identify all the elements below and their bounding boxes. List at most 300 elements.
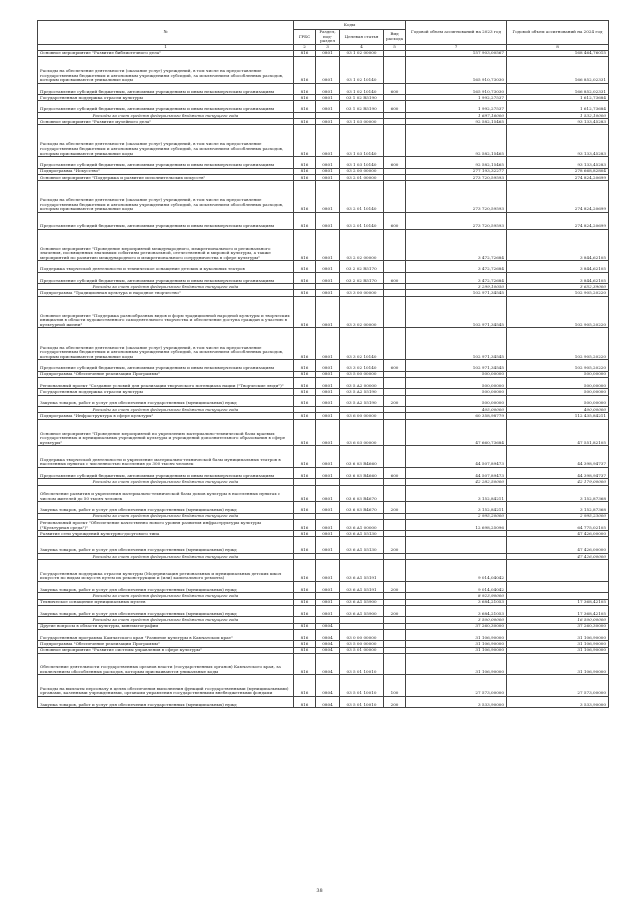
row-amount-2023: 500,00000 (406, 389, 507, 395)
row-vr: 200 (384, 537, 406, 554)
row-cs: 03 5 00 00000 (340, 641, 384, 647)
row-grbs: 816 (294, 389, 316, 395)
header-grbs: ГРБС (294, 30, 316, 45)
row-name: Расходы за счет средств федерального бюджета текущего года (38, 553, 294, 559)
row-cs: 03 1 03 10140 (340, 157, 384, 168)
row-amount-2024: 102 905,20220 (507, 328, 609, 360)
row-amount-2024: 31 106,90000 (507, 653, 609, 675)
row-razdel: 0801 (316, 229, 340, 261)
row-vr (384, 181, 406, 213)
row-name: Расходы за счет средств федерального бюджета текущего года (38, 284, 294, 290)
header-plan-2024: Годовой объем ассигнований на 2024 год (507, 21, 609, 45)
row-cs: 03 6 03 R4670 (340, 502, 384, 513)
row-name: Развитие сети учреждений культурно-досугового типа (38, 531, 294, 537)
row-amount-2023: 31 106,90000 (406, 629, 507, 640)
row-vr: 600 (384, 157, 406, 168)
row-cs: 03 6 03 R4660 (340, 446, 384, 468)
row-razdel: 0801 (316, 502, 340, 513)
row-amount-2023: 92 582,15465 (406, 119, 507, 125)
row-cs: 03 2 01 10140 (340, 181, 384, 213)
row-name: Закупка товаров, работ и услуг для обеспечения государственных (муниципальных) нужд (38, 502, 294, 513)
row-vr: 200 (384, 605, 406, 616)
row-grbs: 816 (294, 697, 316, 708)
row-razdel: 0801 (316, 537, 340, 554)
table-row (38, 377, 609, 388)
row-name: Расходы за счет средств федерального бюджета текущего года (38, 112, 294, 118)
row-grbs: 816 (294, 467, 316, 478)
table-row (38, 125, 609, 157)
row-amount-2023: 2 995,20000 (406, 513, 507, 519)
row-amount-2023: 102 971,34545 (406, 328, 507, 360)
row-amount-2023: 1 697,16000 (406, 112, 507, 118)
row-amount-2023: 3 472,72684 (406, 229, 507, 261)
row-amount-2024: 274 824,20699 (507, 181, 609, 213)
row-grbs: 816 (294, 83, 316, 94)
row-razdel: 0801 (316, 290, 340, 296)
row-vr (384, 377, 406, 388)
table-row (38, 101, 609, 112)
row-cs: 03 6 03 00000 (340, 419, 384, 446)
row-amount-2023: 3 533,90000 (406, 697, 507, 708)
row-vr (384, 328, 406, 360)
row-name: Обеспечение деятельности государственных органов власти (государственных органов) Камчатского края, за исключением обособленных расходов, которым присваиваются уникальные коды (38, 653, 294, 675)
row-name: Закупка товаров, работ и услуг для обеспечения государственных (муниципальных) нужд (38, 697, 294, 708)
table-row (38, 560, 609, 582)
row-grbs: 816 (294, 502, 316, 513)
row-amount-2023: 3 299,10050 (406, 284, 507, 290)
row-razdel: 0801 (316, 377, 340, 388)
row-cs: 03 6 03 R4660 (340, 467, 384, 478)
row-vr: 600 (384, 360, 406, 371)
row-amount-2023: 44 507,89473 (406, 446, 507, 468)
table-body (38, 50, 609, 708)
row-cs: 03 3 02 10140 (340, 328, 384, 360)
row-amount-2024: 3 152,87368 (507, 485, 609, 502)
table-row (38, 537, 609, 554)
row-cs: 03 5 00 00000 (340, 371, 384, 377)
row-cs: 03 5 01 10010 (340, 675, 384, 697)
row-amount-2023: 27 573,00000 (406, 675, 507, 697)
table-row (38, 605, 609, 616)
row-amount-2024: 44 398,94737 (507, 446, 609, 468)
table-row (38, 296, 609, 328)
row-amount-2024: 3 652,39000 (507, 284, 609, 290)
row-vr: 600 (384, 213, 406, 230)
row-cs: 03 6 A1 55191 (340, 581, 384, 592)
row-name: Основное мероприятие "Развитие музейного дела" (38, 119, 294, 125)
row-razdel: 0804 (316, 675, 340, 697)
row-amount-2023: 37 260,30000 (406, 623, 507, 629)
table-row (38, 697, 609, 708)
row-name: Закупка товаров, работ и услуг для обеспечения государственных (муниципальных) нужд (38, 537, 294, 554)
row-amount-2024: 16 500,00000 (507, 617, 609, 623)
row-razdel: 0801 (316, 413, 340, 419)
row-cs: 03 3 02 00000 (340, 296, 384, 328)
row-amount-2024: 3 844,62105 (507, 272, 609, 283)
row-cs: 03 5 A2 00000 (340, 377, 384, 388)
row-cs: 03 6 A1 55130 (340, 531, 384, 537)
row-amount-2024: 1 612,73684 (507, 95, 609, 101)
row-amount-2023 (406, 537, 507, 554)
row-amount-2023: 500,00000 (406, 395, 507, 406)
row-razdel: 0801 (316, 599, 340, 605)
col-number: 2 (294, 44, 316, 50)
row-grbs: 816 (294, 213, 316, 230)
row-amount-2024: 93 133,45283 (507, 157, 609, 168)
row-vr (384, 419, 406, 446)
table-row (38, 467, 609, 478)
row-razdel: 0801 (316, 174, 340, 180)
row-amount-2024: 31 106,90000 (507, 647, 609, 653)
table-row (38, 157, 609, 168)
row-amount-2024: 17 368,42105 (507, 605, 609, 616)
row-cs: 03 1 02 10140 (340, 57, 384, 84)
row-name: Предоставление субсидий бюджетным, автономным учреждениям и иным некоммерческим организациям (38, 83, 294, 94)
row-name: Закупка товаров, работ и услуг для обеспечения государственных (муниципальных) нужд (38, 395, 294, 406)
row-amount-2023: 3 684,21053 (406, 599, 507, 605)
row-vr: 600 (384, 83, 406, 94)
row-razdel: 0801 (316, 272, 340, 283)
table-row (38, 328, 609, 360)
row-amount-2023: 165 910,73030 (406, 57, 507, 84)
row-name: Региональный проект "Обеспечение качественно нового уровня развития инфраструктуры культуры ("Культурная среда")" (38, 519, 294, 530)
row-name: Государственная поддержка отрасли культуры (38, 389, 294, 395)
row-cs: 03 6 A1 00000 (340, 519, 384, 530)
row-vr (384, 57, 406, 84)
row-grbs: 816 (294, 647, 316, 653)
row-amount-2023: 31 106,90000 (406, 641, 507, 647)
row-razdel: 0804 (316, 623, 340, 629)
row-grbs: 816 (294, 419, 316, 446)
row-cs: 03 1 02 10140 (340, 83, 384, 94)
row-razdel: 0804 (316, 653, 340, 675)
row-amount-2023: 47 660,73684 (406, 419, 507, 446)
row-vr: 200 (384, 395, 406, 406)
row-amount-2024: 93 133,45283 (507, 119, 609, 125)
row-amount-2023: 273 720,59593 (406, 174, 507, 180)
row-grbs: 816 (294, 599, 316, 605)
budget-table (37, 20, 609, 708)
row-razdel: 0801 (316, 560, 340, 582)
row-vr (384, 125, 406, 157)
row-razdel: 0804 (316, 697, 340, 708)
row-vr: 100 (384, 675, 406, 697)
row-amount-2024: 47 426,00000 (507, 537, 609, 554)
row-grbs: 816 (294, 57, 316, 84)
row-amount-2023: 1 992,27537 (406, 101, 507, 112)
row-cs: 03 6 03 R4670 (340, 485, 384, 502)
row-razdel: 0801 (316, 519, 340, 530)
row-cs: 03 1 02 R5190 (340, 101, 384, 112)
row-razdel: 0801 (316, 360, 340, 371)
row-amount-2024: 1 532,10000 (507, 112, 609, 118)
row-cs: 03 1 03 10140 (340, 125, 384, 157)
row-amount-2024: 3 844,62105 (507, 261, 609, 272)
row-razdel: 0801 (316, 125, 340, 157)
row-grbs: 816 (294, 641, 316, 647)
row-cs: 03 3 02 10140 (340, 360, 384, 371)
row-grbs: 816 (294, 531, 316, 537)
row-name: Закупка товаров, работ и услуг для обеспечения государственных (муниципальных) нужд (38, 581, 294, 592)
row-grbs: 816 (294, 395, 316, 406)
row-razdel: 0801 (316, 95, 340, 101)
row-amount-2023: 3 472,72684 (406, 272, 507, 283)
row-amount-2024: 102 905,20220 (507, 290, 609, 296)
row-name: Расходы за счет средств федерального бюджета текущего года (38, 513, 294, 519)
row-razdel: 0801 (316, 395, 340, 406)
row-name: Обеспечение развития и укрепления материально-технической базы домов культуры в населенных пунктах с числом жителей до 50 тысяч человек (38, 485, 294, 502)
table-row (38, 229, 609, 261)
row-amount-2024: 166 852,02331 (507, 83, 609, 94)
row-name: Основное мероприятие "Развитие библиотечного дела" (38, 50, 294, 56)
row-vr (384, 519, 406, 530)
row-vr (384, 229, 406, 261)
row-amount-2024 (507, 581, 609, 592)
row-amount-2024: 31 106,90000 (507, 629, 609, 640)
row-razdel: 0801 (316, 485, 340, 502)
row-amount-2024 (507, 560, 609, 582)
header-codes-group: Коды (294, 21, 406, 30)
row-name: Расходы на обеспечение деятельности (оказание услуг) учреждений, в том числе на предоставление государственным бюджетным и автономным учреждениям субсидий, за исключением обособленных расходов, которым присваиваются уникальные коды (38, 328, 294, 360)
header-vr: Вид расхода (384, 30, 406, 45)
row-amount-2023: 3 472,72684 (406, 261, 507, 272)
row-grbs: 816 (294, 623, 316, 629)
row-name: Поддержка творческой деятельности и техническое оснащение детских и кукольных театров (38, 261, 294, 272)
row-amount-2024: 42 179,00000 (507, 479, 609, 485)
row-amount-2023: 500,00000 (406, 377, 507, 388)
table-row (38, 261, 609, 272)
row-grbs: 816 (294, 261, 316, 272)
row-razdel: 0801 (316, 213, 340, 230)
row-grbs: 816 (294, 605, 316, 616)
row-vr: 200 (384, 502, 406, 513)
row-name: Техническое оснащение муниципальных музеев (38, 599, 294, 605)
col-number: 3 (316, 44, 340, 50)
row-cs: 03 2 01 00000 (340, 174, 384, 180)
row-grbs: 816 (294, 174, 316, 180)
row-name: Расходы на обеспечение деятельности (оказание услуг) учреждений, в том числе на предоставление государственным бюджетным и автономным учреждениям субсидий, за исключением обособленных расходов, которым присваиваются уникальные коды (38, 57, 294, 84)
row-razdel: 0801 (316, 531, 340, 537)
row-grbs: 816 (294, 519, 316, 530)
row-name: Расходы на обеспечение деятельности (оказание услуг) учреждений, в том числе на предоставление государственным бюджетным и автономным учреждениям субсидий, за исключением обособленных расходов, которым присваиваются уникальные коды (38, 125, 294, 157)
row-name: Расходы на выплаты персоналу в целях обеспечения выполнения функций государственными (муниципальными) органами, казенными учреждениями, органами управления государственными внебюджетными фондами (38, 675, 294, 697)
row-amount-2023: 92 582,15465 (406, 125, 507, 157)
row-vr (384, 653, 406, 675)
table-row (38, 519, 609, 530)
row-amount-2023: 3 152,84211 (406, 502, 507, 513)
row-razdel: 0801 (316, 328, 340, 360)
row-razdel: 0801 (316, 419, 340, 446)
table-row (38, 395, 609, 406)
row-amount-2024: 47 426,00000 (507, 553, 609, 559)
row-grbs: 816 (294, 125, 316, 157)
row-grbs: 816 (294, 157, 316, 168)
row-name: Закупка товаров, работ и услуг для обеспечения государственных (муниципальных) нужд (38, 605, 294, 616)
row-name: Подпрограмма "Искусство" (38, 168, 294, 174)
row-amount-2024: 168 464,76015 (507, 50, 609, 56)
row-amount-2023: 60 358,98779 (406, 413, 507, 419)
row-amount-2024: 3 152,87368 (507, 502, 609, 513)
row-grbs: 816 (294, 377, 316, 388)
row-cs: 03 6 A1 55130 (340, 537, 384, 554)
row-cs: 03 5 01 10010 (340, 697, 384, 708)
row-vr: 600 (384, 101, 406, 112)
row-razdel: 0801 (316, 467, 340, 478)
header-plan-2023: Годовой объем ассигнований на 2023 год (406, 21, 507, 45)
row-name: Предоставление субсидий бюджетным, автономным учреждениям и иным некоммерческим организациям (38, 360, 294, 371)
row-name: Предоставление субсидий бюджетным, автономным учреждениям и иным некоммерческим организациям (38, 101, 294, 112)
row-name: Региональный проект "Создание условий для реализации творческого потенциала нации ("Творческие люди")" (38, 377, 294, 388)
row-amount-2024: 47 551,82105 (507, 419, 609, 446)
table-row (38, 57, 609, 84)
row-grbs: 816 (294, 537, 316, 554)
table-row (38, 181, 609, 213)
row-grbs: 816 (294, 229, 316, 261)
row-amount-2024: 166 852,02331 (507, 57, 609, 84)
header-razdel: Раздел, под-раздел (316, 30, 340, 45)
row-amount-2023: 273 720,59593 (406, 181, 507, 213)
row-amount-2023: 9 014,04042 (406, 581, 507, 592)
row-amount-2024: 3 844,62105 (507, 229, 609, 261)
row-name: Другие вопросы в области культуры, кинематографии (38, 623, 294, 629)
row-cs: 03 2 02 R5170 (340, 272, 384, 283)
row-grbs: 816 (294, 446, 316, 468)
row-amount-2023: 31 106,90000 (406, 653, 507, 675)
row-name: Расходы за счет средств федерального бюджета текущего года (38, 593, 294, 599)
row-amount-2024: 17 368,42105 (507, 599, 609, 605)
row-cs: 03 2 02 R5170 (340, 261, 384, 272)
row-amount-2024: 500,00000 (507, 377, 609, 388)
row-razdel: 0801 (316, 168, 340, 174)
table-row (38, 446, 609, 468)
row-amount-2024: 1 612,73684 (507, 101, 609, 112)
header-cs: Целевая статья (340, 30, 384, 45)
row-amount-2023: 273 720,59593 (406, 213, 507, 230)
row-grbs: 816 (294, 296, 316, 328)
row-amount-2024: 3 533,90000 (507, 697, 609, 708)
row-amount-2024: 274 824,20699 (507, 213, 609, 230)
row-grbs: 816 (294, 119, 316, 125)
row-grbs: 816 (294, 50, 316, 56)
row-amount-2024: 112 435,84211 (507, 413, 609, 419)
row-razdel: 0804 (316, 641, 340, 647)
row-razdel: 0801 (316, 83, 340, 94)
budget-page (37, 20, 608, 708)
col-number: 8 (507, 44, 609, 50)
row-cs: 03 0 00 00000 (340, 629, 384, 640)
table-row (38, 213, 609, 230)
row-grbs: 816 (294, 485, 316, 502)
row-cs: 03 2 02 00000 (340, 229, 384, 261)
row-amount-2024: 31 106,90000 (507, 641, 609, 647)
row-amount-2024: 400,00000 (507, 407, 609, 413)
row-razdel: 0801 (316, 50, 340, 56)
row-amount-2023: 3 500,00000 (406, 617, 507, 623)
row-amount-2023: 3 152,84211 (406, 485, 507, 502)
header-name: № (38, 21, 294, 45)
row-razdel: 0804 (316, 647, 340, 653)
row-amount-2024: 93 133,45283 (507, 125, 609, 157)
row-name: Предоставление субсидий бюджетным, автономным учреждениям и иным некоммерческим организациям (38, 157, 294, 168)
row-amount-2023: 500,00000 (406, 371, 507, 377)
row-name: Государственная поддержка отрасли культуры (38, 95, 294, 101)
row-cs: 03 6 A1 55191 (340, 560, 384, 582)
row-cs: 03 1 03 00000 (340, 119, 384, 125)
row-cs: 03 5 A2 55190 (340, 389, 384, 395)
row-amount-2023: 165 910,73030 (406, 83, 507, 94)
row-name: Основное мероприятие "Проведение мероприятий международного, межрегионального и регионального значения, посвященных значимым событиям региональной, отечественной и мировой культуры, а также мероприятий по развитию международного и межрегионального сотрудничества в сфере культуры" (38, 229, 294, 261)
row-grbs: 816 (294, 629, 316, 640)
row-amount-2023: 3 684,21053 (406, 605, 507, 616)
row-name: Поддержка творческой деятельности и укрепление материально-технической базы муниципальных театров в населенных пунктах с численностью населения до 300 тысяч человек (38, 446, 294, 468)
row-name: Предоставление субсидий бюджетным, автономным учреждениям и иным некоммерческим организациям (38, 467, 294, 478)
row-amount-2023: 102 971,34545 (406, 296, 507, 328)
row-vr (384, 560, 406, 582)
table-row (38, 485, 609, 502)
row-amount-2023: 8 923,90000 (406, 593, 507, 599)
row-amount-2023: 9 014,04042 (406, 560, 507, 582)
table-row (38, 83, 609, 94)
row-razdel: 0801 (316, 157, 340, 168)
row-amount-2024: 44 398,94737 (507, 467, 609, 478)
row-grbs: 816 (294, 181, 316, 213)
row-amount-2024: 500,00000 (507, 389, 609, 395)
row-razdel: 0801 (316, 605, 340, 616)
row-cs: 03 6 A1 55900 (340, 605, 384, 616)
row-vr: 600 (384, 467, 406, 478)
row-cs: 03 6 00 00000 (340, 413, 384, 419)
page-number: 38 (316, 888, 323, 894)
row-name: Основное мероприятие "Поддержка разнообразных видов и форм традиционной народной культуры и творческих инициатив в области художественного самодеятельного творчества и обеспечение доступа граждан к участию в культурной жизни" (38, 296, 294, 328)
row-amount-2024: 27 573,00000 (507, 675, 609, 697)
row-amount-2023: 157 903,00567 (406, 50, 507, 56)
row-name: Государственная поддержка отрасли культуры (Модернизация региональных и муниципальных детских школ искусств по видам искусств путем их реконструкции и (или) капитального ремонта) (38, 560, 294, 582)
row-razdel: 0801 (316, 296, 340, 328)
row-vr: 200 (384, 581, 406, 592)
table-header-row (38, 21, 609, 30)
row-grbs: 816 (294, 290, 316, 296)
row-grbs: 816 (294, 328, 316, 360)
row-razdel: 0801 (316, 181, 340, 213)
table-row (38, 272, 609, 283)
row-amount-2024: 278 668,82804 (507, 168, 609, 174)
table-row (38, 502, 609, 513)
row-name: Подпрограмма "Обеспечение реализации Программы" (38, 641, 294, 647)
row-vr (384, 446, 406, 468)
table-row (38, 675, 609, 697)
row-grbs: 816 (294, 95, 316, 101)
row-cs: 03 1 02 00000 (340, 50, 384, 56)
row-amount-2023: 42 282,50000 (406, 479, 507, 485)
row-name: Основное мероприятие "Проведение мероприятий по укреплению материально-технической базы краевых государственных и муниципальных учреждений культуры и учреждений дополнительного образования в сфере культуры" (38, 419, 294, 446)
row-amount-2024: 2 995,23000 (507, 513, 609, 519)
table-row (38, 653, 609, 675)
row-amount-2024: 37 260,30000 (507, 623, 609, 629)
row-name: Расходы за счет средств федерального бюджета текущего года (38, 407, 294, 413)
row-name: Расходы на обеспечение деятельности (оказание услуг) учреждений, в том числе на предоставление государственным бюджетным и автономным учреждениям субсидий, за исключением обособленных расходов, которым присваиваются уникальные коды (38, 181, 294, 213)
row-razdel: 0801 (316, 261, 340, 272)
row-name: Расходы за счет средств федерального бюджета текущего года (38, 617, 294, 623)
row-razdel: 0804 (316, 629, 340, 640)
row-name: Подпрограмма "Инфраструктура в сфере культуры" (38, 413, 294, 419)
row-amount-2024: 500,00000 (507, 371, 609, 377)
row-name: Подпрограмма "Обеспечение реализации Программы" (38, 371, 294, 377)
col-number: 7 (406, 44, 507, 50)
row-amount-2023: 44 507,89473 (406, 467, 507, 478)
row-grbs: 816 (294, 360, 316, 371)
table-row (38, 419, 609, 446)
row-vr (384, 296, 406, 328)
